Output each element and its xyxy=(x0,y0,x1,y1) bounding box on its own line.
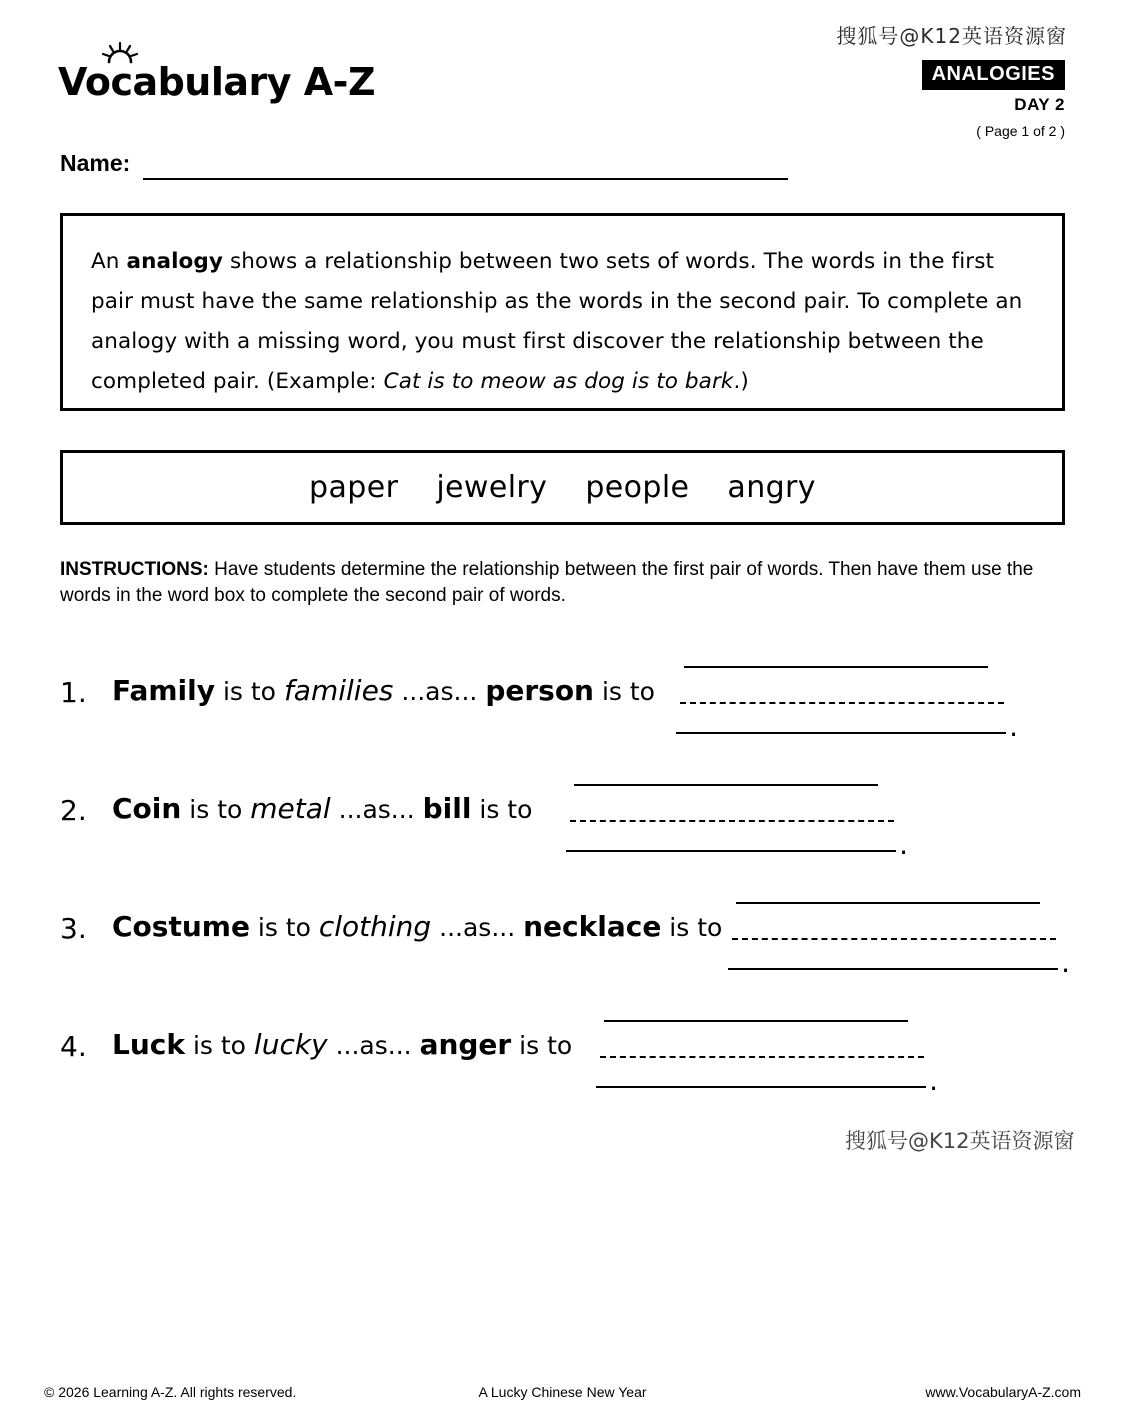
answer-top-rule xyxy=(574,784,878,786)
footer-copyright: © 2026 Learning A-Z. All rights reserved. xyxy=(44,1384,297,1400)
question-text xyxy=(112,792,532,825)
question-word2: families xyxy=(283,674,394,707)
instructions-label: INSTRUCTIONS: xyxy=(60,559,209,580)
question-text xyxy=(112,910,722,943)
word-bank-item: jewelry xyxy=(436,470,548,505)
footer-title: A Lucky Chinese New Year xyxy=(478,1384,647,1400)
question-isto1: is to xyxy=(181,795,251,824)
word-bank-item: angry xyxy=(727,470,816,505)
question-word1: Family xyxy=(112,674,216,707)
answer-dashed-rule xyxy=(680,702,1004,704)
question-row xyxy=(0,630,1125,748)
question-word3: anger xyxy=(419,1028,512,1061)
definition-part3: .) xyxy=(733,369,749,394)
question-row xyxy=(0,748,1125,866)
answer-baseline xyxy=(728,968,1058,970)
answer-blank[interactable] xyxy=(596,1012,938,1097)
question-word3: bill xyxy=(422,792,472,825)
answer-top-rule xyxy=(604,1020,908,1022)
answer-top-rule xyxy=(736,902,1040,904)
watermark-body: 搜狐号@K12英语资源窗 xyxy=(845,1129,1075,1153)
definition-part2: shows a relationship between two sets of words. The words in the first pair must have the same relationship as the words in the second pair. To complete an analogy with a missing word, you must first discover the relationship between the completed pair. (Example: xyxy=(91,249,1023,394)
definition-term: analogy xyxy=(126,249,224,274)
name-input-line[interactable] xyxy=(143,178,788,180)
question-isto2: is to xyxy=(594,677,655,706)
answer-blank[interactable] xyxy=(676,658,1018,743)
answer-dashed-rule xyxy=(600,1056,924,1058)
answer-dashed-rule xyxy=(570,820,894,822)
question-isto1: is to xyxy=(215,677,284,706)
instructions-text: Have students determine the relationship between the first pair of words. Then have them use the words in the word box to complete the second pair of words. xyxy=(60,559,1034,606)
answer-baseline xyxy=(596,1086,926,1088)
definition-part1: An xyxy=(91,249,127,274)
answer-baseline xyxy=(676,732,1006,734)
question-word2: lucky xyxy=(253,1028,328,1061)
day-label: DAY 2 xyxy=(1014,95,1065,114)
question-isto2: is to xyxy=(511,1031,573,1060)
question-number: 4. xyxy=(60,1030,87,1063)
question-as: ...as... xyxy=(330,795,423,824)
question-text xyxy=(112,674,655,707)
question-isto2: is to xyxy=(471,795,533,824)
page-footer xyxy=(0,1384,1125,1406)
question-isto1: is to xyxy=(185,1031,254,1060)
name-field[interactable] xyxy=(60,150,800,186)
question-number: 2. xyxy=(60,794,87,827)
question-text xyxy=(112,1028,572,1061)
instructions xyxy=(60,557,1060,609)
question-word1: Luck xyxy=(112,1028,185,1061)
answer-baseline xyxy=(566,850,896,852)
question-as: ...as... xyxy=(393,677,486,706)
answer-period: . xyxy=(1009,710,1018,743)
question-number: 3. xyxy=(60,912,87,945)
question-list xyxy=(0,630,1125,1102)
answer-blank[interactable] xyxy=(728,894,1070,979)
answer-period: . xyxy=(899,828,908,861)
word-bank-item: people xyxy=(585,470,690,505)
question-isto2: is to xyxy=(661,913,723,942)
answer-period: . xyxy=(929,1064,938,1097)
brand-logo: Vocabulary A-Z xyxy=(58,60,376,104)
word-bank-box xyxy=(60,450,1065,525)
question-isto1: is to xyxy=(249,913,319,942)
answer-period: . xyxy=(1061,946,1070,979)
question-word2: clothing xyxy=(318,910,432,943)
question-row xyxy=(0,866,1125,984)
footer-website[interactable]: www.VocabularyA-Z.com xyxy=(925,1384,1081,1400)
watermark-top: 搜狐号@K12英语资源窗 xyxy=(836,24,1067,48)
question-row xyxy=(0,984,1125,1102)
question-as: ...as... xyxy=(431,913,524,942)
name-label: Name: xyxy=(60,150,131,176)
word-bank-item: paper xyxy=(309,470,399,505)
question-word3: necklace xyxy=(523,910,662,943)
question-word1: Costume xyxy=(112,910,250,943)
question-word2: metal xyxy=(250,792,331,825)
definition-text xyxy=(91,242,1034,402)
definition-box xyxy=(60,213,1065,411)
status-badge: ANALOGIES xyxy=(922,60,1065,90)
question-as: ...as... xyxy=(327,1031,420,1060)
definition-example: Cat is to meow as dog is to bark xyxy=(383,369,734,394)
answer-blank[interactable] xyxy=(566,776,908,861)
question-word1: Coin xyxy=(112,792,182,825)
question-number: 1. xyxy=(60,676,87,709)
page-header xyxy=(0,20,1125,139)
page-number: ( Page 1 of 2 ) xyxy=(976,123,1065,139)
question-word3: person xyxy=(485,674,594,707)
answer-dashed-rule xyxy=(732,938,1056,940)
answer-top-rule xyxy=(684,666,988,668)
